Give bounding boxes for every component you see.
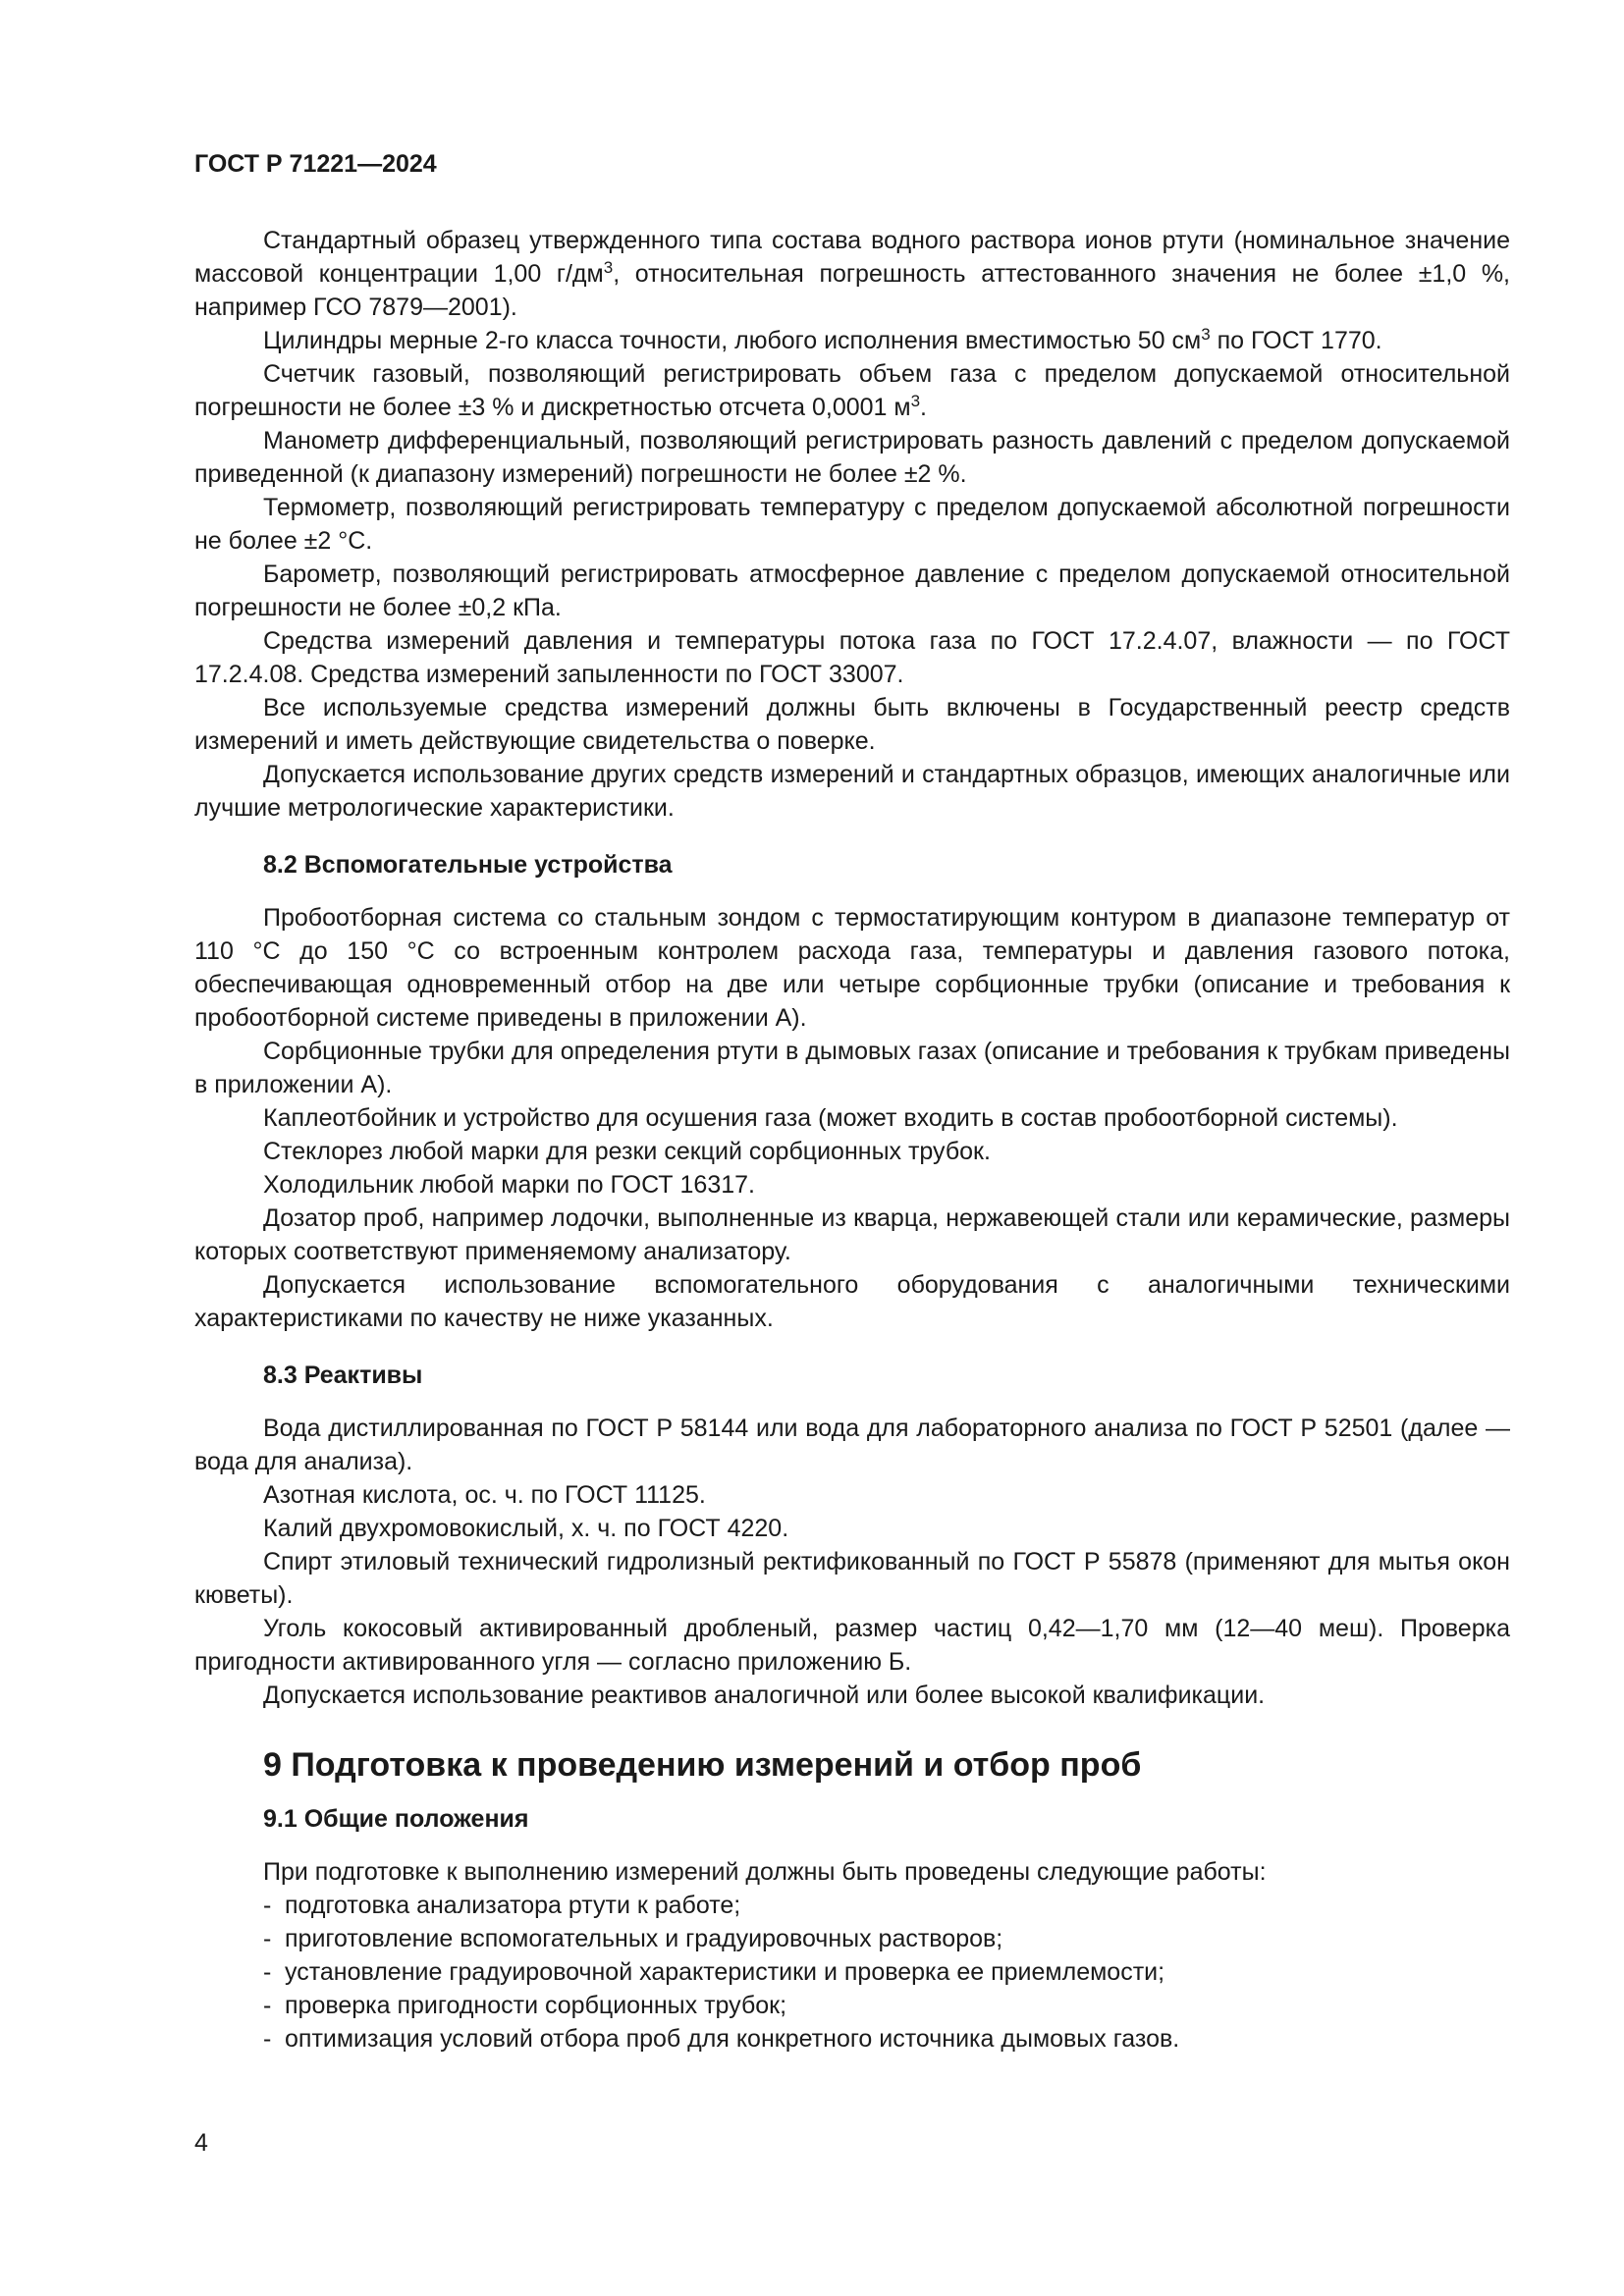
section-heading: 8.3 Реактивы [263,1362,423,1389]
paragraph: Вода дистиллированная по ГОСТ Р 58144 или вода для лабораторного анализа по ГОСТ Р 52501 (далее — вода для анализа). [194,1415,1510,1475]
list-marker: - [263,1958,272,1986]
list-marker: - [263,2025,272,2053]
section-8-1-tail [194,224,1510,825]
list-item: - установление градуировочной характеристики и проверка ее приемлемости; [263,1955,1510,1989]
paragraph: Допускается использование вспомогательного оборудования с аналогичными техническими характеристиками по качеству не ниже указанных. [194,1271,1510,1332]
section-heading: 8.2 Вспомогательные устройства [263,851,673,879]
paragraph: Стандартный образец утвержденного типа состава водного раствора ионов ртути (номинальное значение массовой концентрации 1,00 $г/дм^3$, относительная погрешность аттестованного значения не более ±1,0 %, например ГСО 7879—2001). [194,227,1510,321]
list-intro: При подготовке к выполнению измерений должны быть проведены следующие работы: [263,1858,1267,1886]
page-content [194,224,1510,2056]
paragraph: Средства измерений давления и температуры потока газа по ГОСТ 17.2.4.07, влажности — по ГОСТ 17.2.4.08. Средства измерений запыленности по ГОСТ 33007. [194,627,1510,688]
paragraph: Цилиндры мерные 2-го класса точности, любого исполнения вместимостью 50 $см^3$ по ГОСТ 1770. [263,325,1382,354]
paragraph: Барометр, позволяющий регистрировать атмосферное давление с пределом допускаемой относительной погрешности не более ±0,2 кПа. [194,561,1510,621]
section-heading: 9.1 Общие положения [263,1805,529,1833]
list-marker: - [263,1992,272,2019]
section-9 [194,1745,1510,2056]
paragraph: Дозатор проб, например лодочки, выполненные из кварца, нержавеющей стали или керамические, размеры которых соответствуют применяемому анализатору. [194,1204,1510,1265]
list-item: - приготовление вспомогательных и градуировочных растворов; [263,1922,1510,1955]
chapter-heading: 9 Подготовка к проведению измерений и отбор проб [263,1746,1142,1784]
paragraph: Манометр дифференциальный, позволяющий регистрировать разность давлений с пределом допускаемой приведенной (к диапазону измерений) погрешности не более ±2 %. [194,427,1510,488]
paragraph: Холодильник любой марки по ГОСТ 16317. [263,1171,755,1199]
paragraph: Все используемые средства измерений должны быть включены в Государственный реестр средств измерений и иметь действующие свидетельства о поверке. [194,694,1510,755]
paragraph: Уголь кокосовый активированный дробленый, размер частиц 0,42—1,70 мм (12—40 меш). Проверка пригодности активированного угля — согласно приложению Б. [194,1615,1510,1676]
document-code-header: ГОСТ Р 71221—2024 [194,150,437,178]
preparation-list [194,1889,1510,2056]
paragraph: Спирт этиловый технический гидролизный ректификованный по ГОСТ Р 55878 (применяют для мытья окон кюветы). [194,1548,1510,1609]
list-item: - проверка пригодности сорбционных трубок; [263,1989,1510,2022]
list-item: - подготовка анализатора ртути к работе; [263,1889,1510,1922]
paragraph: Каплеотбойник и устройство для осушения газа (может входить в состав пробоотборной системы). [263,1104,1398,1132]
list-marker: - [263,1925,272,1952]
section-8-3 [194,1359,1510,1712]
paragraph: Пробоотборная система со стальным зондом с термостатирующим контуром в диапазоне температур от 110 °С до 150 °С со встроенным контролем расхода газа, температуры и давления газового потока, обеспечивающая одновременный отбор на две или четыре сорбционные трубки (описание и требования к пробоотборной системе приведены в приложении А). [194,904,1510,1032]
paragraph: Счетчик газовый, позволяющий регистрировать объем газа с пределом допускаемой относительной погрешности не более ±3 % и дискретностью отсчета 0,0001 $м^3$. [194,360,1510,421]
paragraph: Стеклорез любой марки для резки секций сорбционных трубок. [263,1138,991,1165]
paragraph: Калий двухромовокислый, х. ч. по ГОСТ 4220. [263,1515,789,1542]
paragraph: Азотная кислота, ос. ч. по ГОСТ 11125. [263,1481,706,1509]
paragraph: Сорбционные трубки для определения ртути в дымовых газах (описание и требования к трубкам приведены в приложении А). [194,1038,1510,1098]
paragraph: Допускается использование реактивов аналогичной или более высокой квалификации. [263,1682,1266,1709]
list-marker: - [263,1892,272,1919]
list-item: - оптимизация условий отбора проб для конкретного источника дымовых газов. [263,2022,1510,2056]
section-8-2 [194,848,1510,1335]
page-number: 4 [194,2129,208,2157]
paragraph: Термометр, позволяющий регистрировать температуру с пределом допускаемой абсолютной погрешности не более ±2 °С. [194,494,1510,555]
paragraph: Допускается использование других средств измерений и стандартных образцов, имеющих аналогичные или лучшие метрологические характеристики. [194,761,1510,822]
